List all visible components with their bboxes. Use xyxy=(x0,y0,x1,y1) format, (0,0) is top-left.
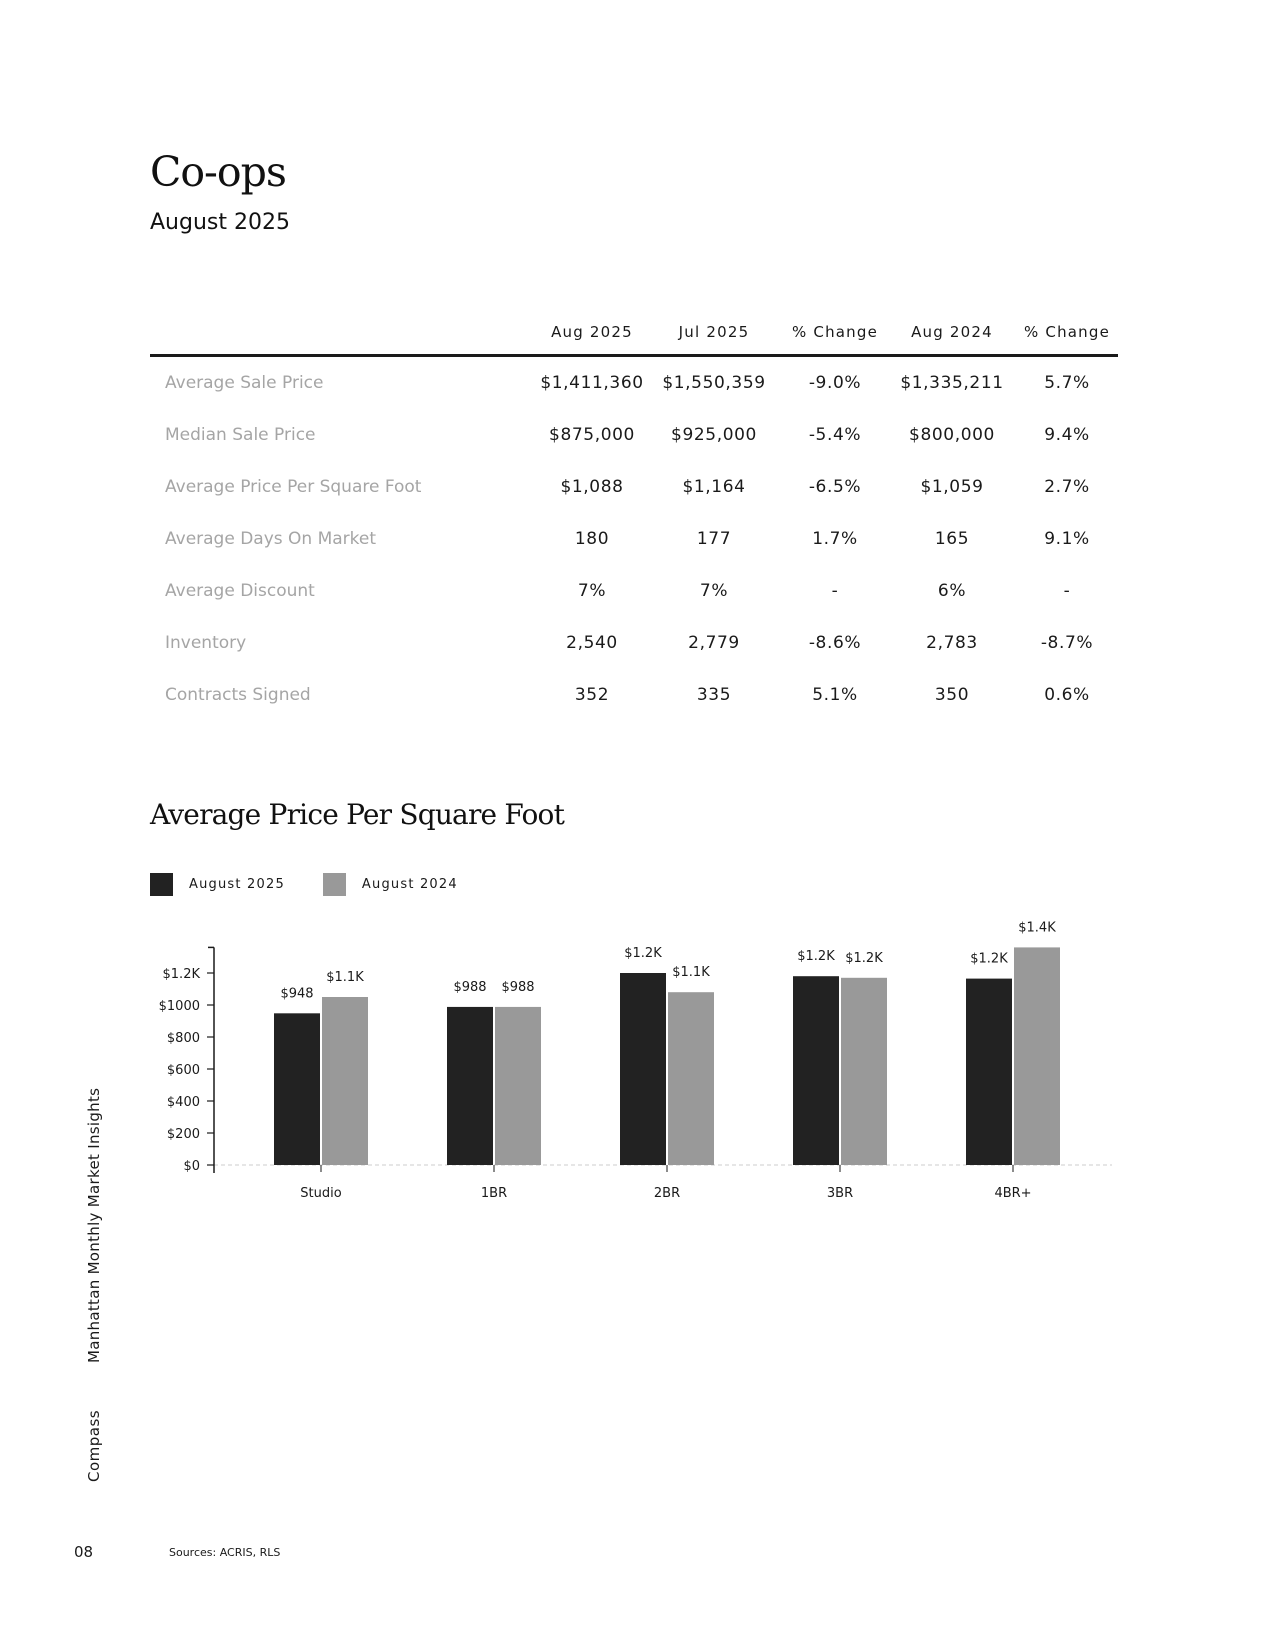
chart-title: Average Price Per Square Foot xyxy=(150,798,565,831)
table-cell: 2.7% xyxy=(1044,477,1090,497)
bar xyxy=(966,979,1012,1165)
row-label: Average Discount xyxy=(165,581,315,601)
page-title: Co-ops xyxy=(150,148,286,196)
table-cell: - xyxy=(831,581,839,601)
x-tick-label: 3BR xyxy=(826,1186,854,1201)
table-cell: $1,059 xyxy=(920,477,984,497)
column-header: % Change xyxy=(1023,323,1111,341)
table-row xyxy=(150,617,1118,669)
bar xyxy=(1014,947,1060,1165)
data-label: $1.1K xyxy=(672,965,710,981)
table-row xyxy=(150,513,1118,565)
table-cell: - xyxy=(1063,581,1071,601)
table-row xyxy=(150,357,1118,409)
row-label: Average Sale Price xyxy=(165,373,324,393)
y-tick-label: $200 xyxy=(166,1127,200,1142)
table-cell: 2,783 xyxy=(926,633,978,653)
table-cell: 180 xyxy=(574,529,610,549)
table-header xyxy=(150,316,1118,357)
table-cell: 7% xyxy=(699,581,729,601)
bar xyxy=(793,976,839,1165)
x-tick-label: Studio xyxy=(300,1186,342,1201)
table-cell: -6.5% xyxy=(808,477,862,497)
column-header: % Change xyxy=(791,323,879,341)
table-row xyxy=(150,461,1118,513)
table-row xyxy=(150,565,1118,617)
data-label: $1.4K xyxy=(1018,920,1056,936)
y-tick-label: $600 xyxy=(166,1063,200,1078)
bar xyxy=(322,997,368,1165)
table-row xyxy=(150,409,1118,461)
row-label: Average Price Per Square Foot xyxy=(165,477,422,497)
table-cell: 2,540 xyxy=(566,633,618,653)
x-tick-label: 1BR xyxy=(480,1186,508,1201)
page-number: 08 xyxy=(74,1543,94,1561)
legend-swatch xyxy=(323,873,346,896)
data-label: $1.1K xyxy=(326,970,364,985)
table-cell: 177 xyxy=(696,529,732,549)
table-row xyxy=(150,669,1118,721)
y-tick-label: $1000 xyxy=(158,999,200,1014)
table-cell: -9.0% xyxy=(808,373,862,393)
bar xyxy=(841,978,887,1165)
column-header: Jul 2025 xyxy=(678,323,750,341)
brand-name: Compass xyxy=(85,1409,103,1482)
table-cell: -5.4% xyxy=(808,425,862,445)
row-label: Contracts Signed xyxy=(165,685,311,705)
bar xyxy=(620,973,666,1165)
y-tick-label: $400 xyxy=(166,1095,200,1110)
y-tick-label: $1.2K xyxy=(162,967,200,982)
table-cell: 165 xyxy=(934,529,970,549)
data-label: $948 xyxy=(280,986,314,1002)
table-cell: 9.1% xyxy=(1044,529,1090,549)
bar xyxy=(668,992,714,1165)
data-label: $988 xyxy=(501,979,535,995)
y-tick-label: $800 xyxy=(166,1031,200,1046)
y-tick-label: $0 xyxy=(183,1159,200,1174)
table-cell: 1.7% xyxy=(812,529,858,549)
legend-label: August 2025 xyxy=(189,877,285,892)
sources-note: Sources: ACRIS, RLS xyxy=(169,1546,281,1559)
table-cell: 352 xyxy=(574,685,610,705)
table-cell: $1,411,360 xyxy=(540,373,644,393)
table-cell: 0.6% xyxy=(1044,685,1090,705)
table-cell: 6% xyxy=(937,581,967,601)
chart-legend xyxy=(150,873,496,896)
data-label: $1.2K xyxy=(970,951,1008,967)
table-cell: 9.4% xyxy=(1044,425,1090,445)
bar xyxy=(447,1007,493,1165)
bar xyxy=(495,1007,541,1165)
column-header: Aug 2024 xyxy=(911,323,993,341)
table-cell: 5.7% xyxy=(1044,373,1090,393)
x-tick-label: 4BR+ xyxy=(994,1186,1032,1201)
table-cell: 7% xyxy=(577,581,607,601)
table-cell: $925,000 xyxy=(671,425,757,445)
row-label: Average Days On Market xyxy=(165,529,377,549)
table-cell: $1,335,211 xyxy=(900,373,1004,393)
data-label: $988 xyxy=(453,979,487,995)
table-cell: $1,550,359 xyxy=(662,373,766,393)
data-label: $1.2K xyxy=(624,946,662,961)
data-label: $1.2K xyxy=(845,950,883,966)
page-subtitle: August 2025 xyxy=(150,210,290,235)
legend-item xyxy=(150,873,285,896)
bar xyxy=(274,1013,320,1165)
data-label: $1.2K xyxy=(797,949,835,965)
table-cell: 5.1% xyxy=(812,685,858,705)
legend-swatch xyxy=(150,873,173,896)
row-label: Median Sale Price xyxy=(165,425,316,445)
row-label: Inventory xyxy=(165,633,247,653)
table-cell: $1,164 xyxy=(682,477,746,497)
table-cell: 2,779 xyxy=(688,633,740,653)
table-cell: $875,000 xyxy=(549,425,635,445)
table-cell: 335 xyxy=(696,685,732,705)
x-tick-label: 2BR xyxy=(653,1186,681,1201)
table-cell: $800,000 xyxy=(909,425,995,445)
column-header: Aug 2025 xyxy=(551,323,633,341)
report-name: Manhattan Monthly Market Insights xyxy=(85,1087,103,1363)
legend-item xyxy=(323,873,458,896)
table-cell: 350 xyxy=(934,685,970,705)
legend-label: August 2024 xyxy=(361,877,458,892)
table-cell: $1,088 xyxy=(560,477,624,497)
table-cell: -8.6% xyxy=(808,633,862,653)
table-cell: -8.7% xyxy=(1040,633,1094,653)
stats-table xyxy=(150,316,1118,721)
